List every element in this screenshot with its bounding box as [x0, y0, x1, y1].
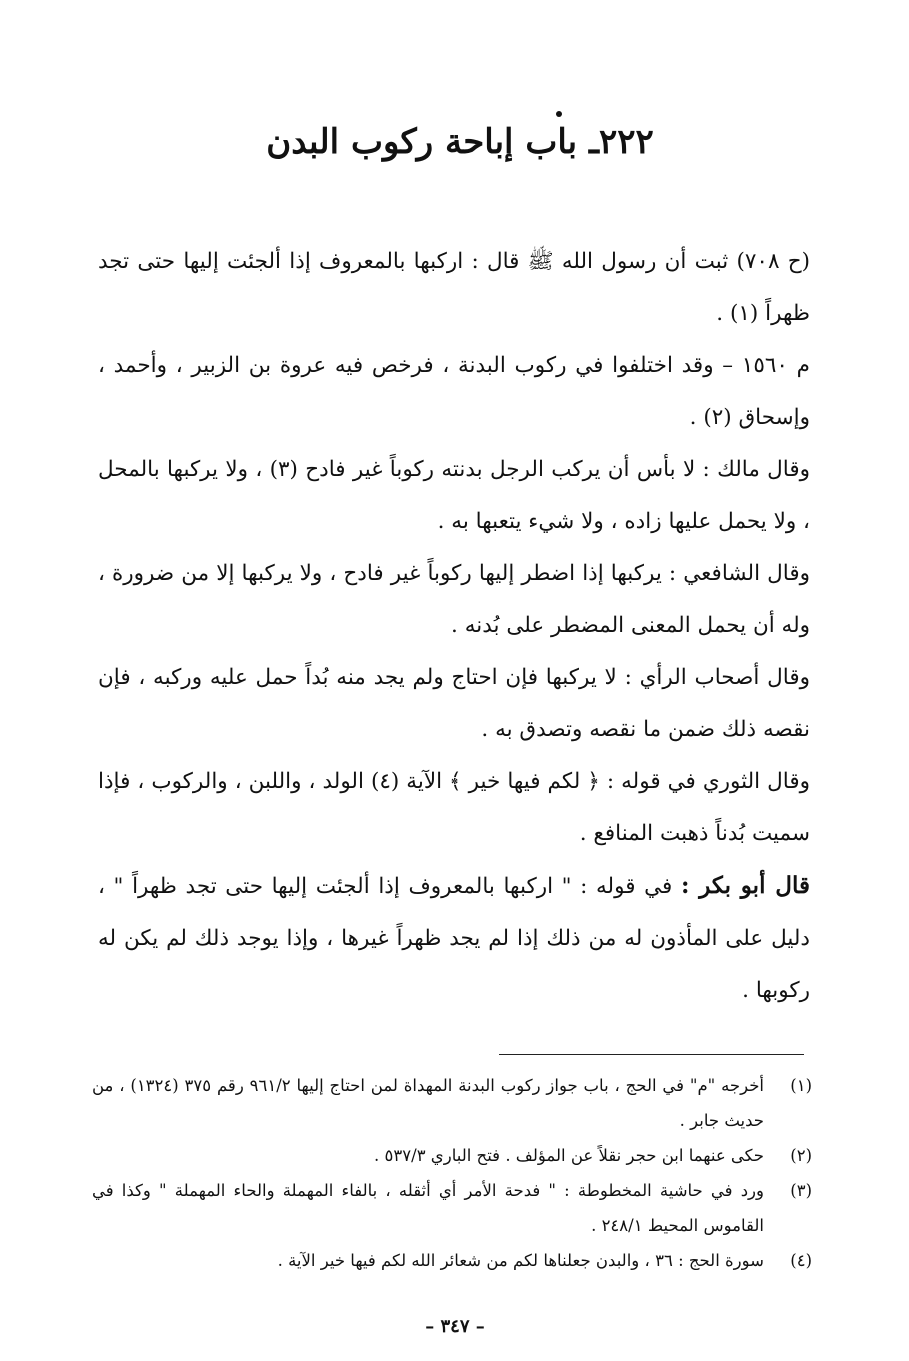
footnote-divider — [499, 1054, 804, 1055]
abu-bakr-lead: قال أبو بكر : — [680, 872, 810, 899]
decorative-dot — [556, 111, 562, 117]
footnote-text: أخرجه "م" في الحج ، باب جواز ركوب البدنة المهداة لمن احتاج إليها ٩٦١/٢ رقم ٣٧٥ (١٣٢٤) ، من حديث جابر . — [92, 1076, 765, 1130]
footnotes — [92, 1068, 812, 1278]
issue-ref: م ١٥٦٠ – — [722, 353, 810, 378]
hadith-ref: (ح ٧٠٨) — [736, 249, 811, 274]
chapter-title: ٢٢٢ـ باب إباحة ركوب البدن — [266, 122, 654, 162]
paragraph-text: وقال أصحاب الرأي : لا يركبها فإن احتاج ولم يجد منه بُداً حمل عليه وركبه ، فإن نقصه ذلك ضمن ما نقصه وتصدق به . — [98, 665, 810, 742]
footnote — [92, 1243, 812, 1278]
footnote-text: حكى عنهما ابن حجر نقلاً عن المؤلف . فتح الباري ٥٣٧/٣ . — [374, 1146, 764, 1165]
page-number: – ٣٤٧ – — [425, 1316, 485, 1337]
paragraph-text: في قوله : " اركبها بالمعروف إذا ألجئت إليها حتى تجد ظهراً " ، دليل على المأذون له من ذلك إذا لم يجد ظهراً غيرها ، وإذا يوجد ذلك لم يكن له ركوبها . — [98, 874, 810, 1003]
main-text — [98, 236, 810, 1017]
paragraph-malik — [98, 444, 810, 548]
paragraph-issue — [98, 340, 810, 444]
paragraph-text: ثبت أن رسول الله ﷺ قال : اركبها بالمعروف إذا ألجئت إليها حتى تجد ظهراً (١) . — [98, 249, 810, 326]
footnote-text: سورة الحج : ٣٦ ، والبدن جعلناها لكم من شعائر الله لكم فيها خير الآية . — [277, 1251, 764, 1270]
paragraph-text: وقد اختلفوا في ركوب البدنة ، فرخص فيه عروة بن الزبير ، وأحمد ، وإسحاق (٢) . — [98, 353, 810, 430]
paragraph-text: وقال الثوري في قوله : ﴿ لكم فيها خير ﴾ الآية (٤) الولد ، واللبن ، والركوب ، فإذا سميت بُدناً ذهبت المنافع . — [98, 769, 810, 846]
paragraph-text: وقال الشافعي : يركبها إذا اضطر إليها ركوباً غير فادح ، ولا يركبها إلا من ضرورة ، وله أن يحمل المعنى المضطر على بُدنه . — [98, 561, 810, 638]
paragraph-abu-bakr — [98, 860, 810, 1017]
footnote-number: (١) — [790, 1076, 812, 1095]
paragraph-text: وقال مالك : لا بأس أن يركب الرجل بدنته ركوباً غير فادح (٣) ، ولا يركبها بالمحل ، ولا يحمل عليها زاده ، ولا شيء يتعبها به . — [98, 457, 811, 534]
footnote — [92, 1138, 812, 1173]
paragraph-shafii — [98, 548, 810, 652]
paragraph-ashab-alray — [98, 652, 810, 756]
paragraph-hadith — [98, 236, 810, 340]
footnote-number: (٣) — [790, 1181, 812, 1200]
footnote-number: (٤) — [790, 1251, 812, 1270]
footnote — [92, 1173, 812, 1243]
paragraph-thawri — [98, 756, 810, 860]
footnote — [92, 1068, 812, 1138]
footnote-number: (٢) — [790, 1146, 812, 1165]
footnote-text: ورد في حاشية المخطوطة : " فدحة الأمر أي أثقله ، بالفاء المهملة والحاء المهملة " وكذا في القاموس المحيط ٢٤٨/١ . — [92, 1181, 764, 1235]
